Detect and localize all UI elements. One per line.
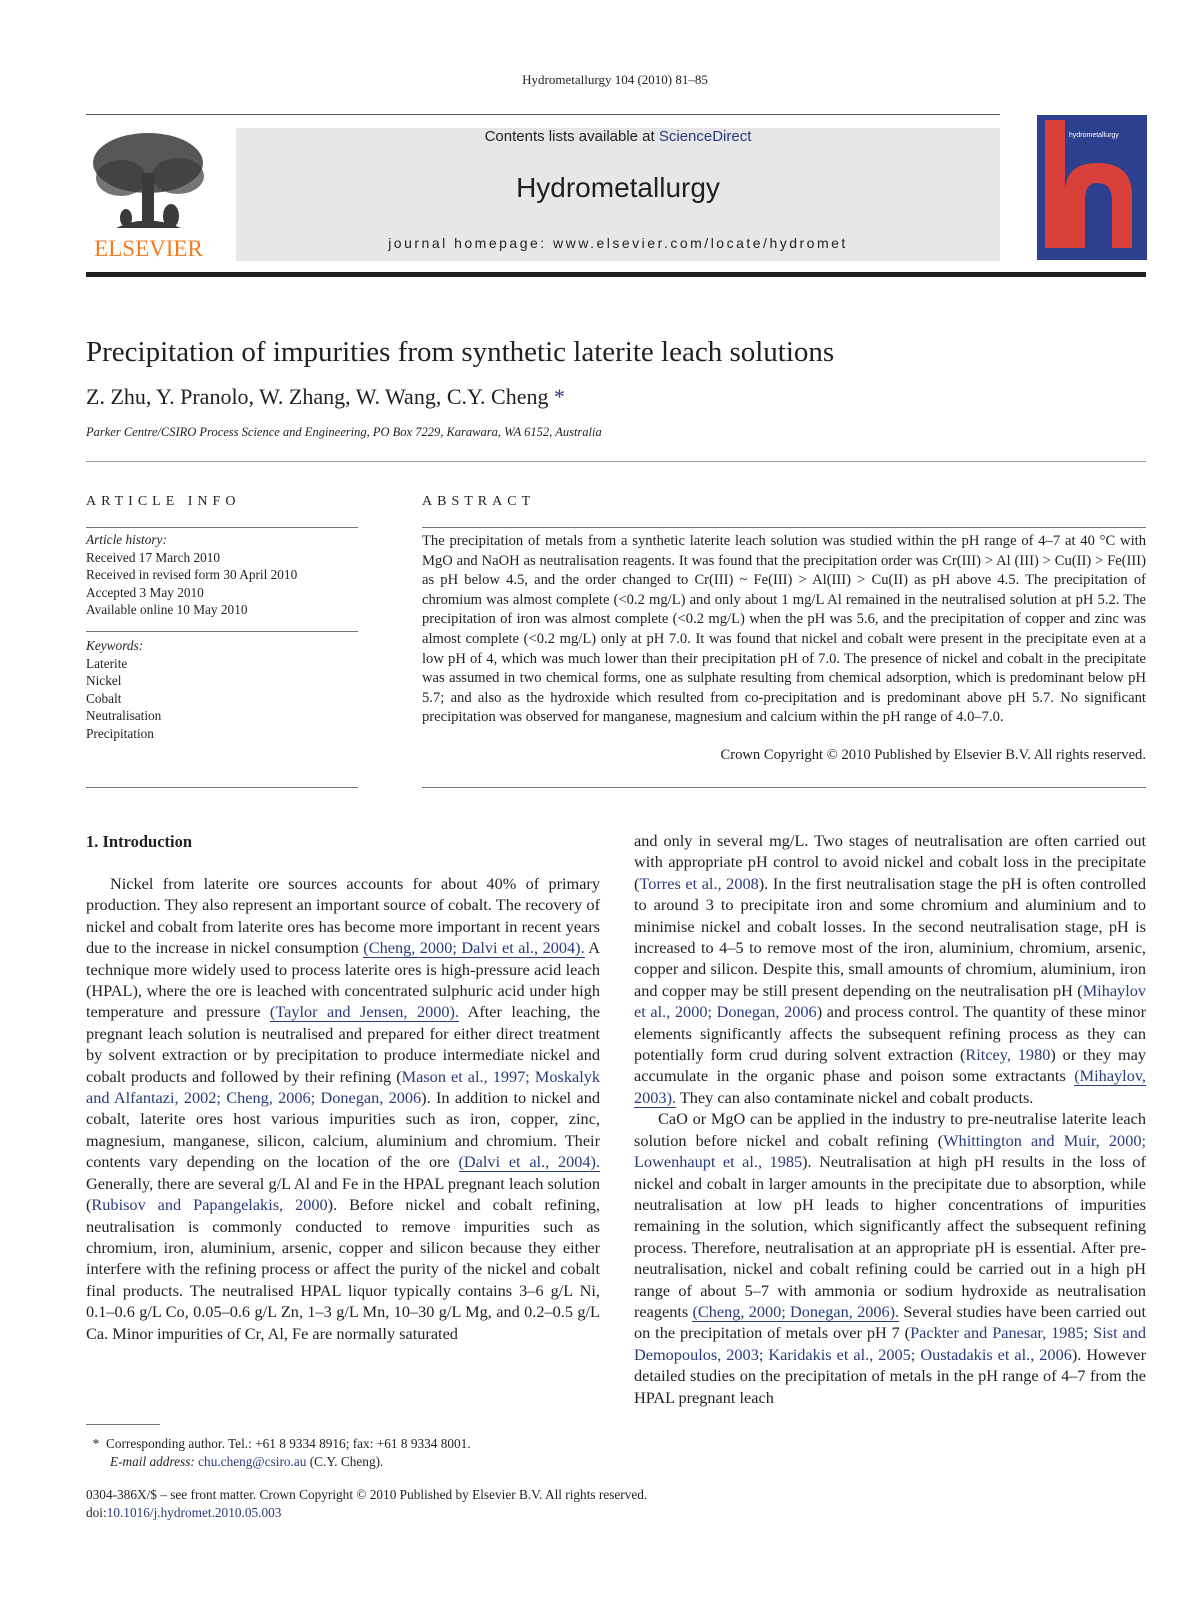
- journal-cover-image: [1037, 115, 1147, 260]
- body-text: CaO or MgO can be applied in the industry to pre-neutralise laterite leach solution before nickel and cobalt refining (: [634, 1109, 1146, 1150]
- history-revised: Received in revised form 30 April 2010: [86, 567, 298, 583]
- body-text: Nickel from laterite ore sources accounts for about 40% of primary production. They also represent an important source of cobalt. The recovery of nickel and cobalt from laterite ores has become more important in recent years due to the increase in nickel consumption: [86, 874, 600, 958]
- paragraph: [634, 830, 1146, 1108]
- history-accepted: Accepted 3 May 2010: [86, 584, 204, 600]
- keywords: [86, 637, 161, 743]
- authors-text: Z. Zhu, Y. Pranolo, W. Zhang, W. Wang, C.Y. Cheng: [86, 384, 549, 409]
- history-received: Received 17 March 2010: [86, 549, 221, 565]
- abstract-copyright: Crown Copyright © 2010 Published by Elsevier B.V. All rights reserved.: [720, 747, 1146, 763]
- sciencedirect-link[interactable]: ScienceDirect: [658, 128, 752, 145]
- keyword: Neutralisation: [86, 708, 162, 724]
- divider: [86, 631, 358, 632]
- citation-link[interactable]: Whittington and Muir, 2000; Lowenhaupt et al., 1985: [634, 1130, 1146, 1172]
- article-history: [86, 531, 297, 619]
- body-text: and only in several mg/L. Two stages of neutralisation are often carried out with appropriate pH control to avoid nickel and cobalt loss in the precipitate (: [634, 831, 1146, 893]
- body-text: They can also contaminate nickel and cobalt products.: [676, 1087, 1034, 1107]
- footnote-rule: [86, 1424, 160, 1425]
- divider: [422, 787, 1146, 788]
- keyword: Laterite: [86, 655, 128, 671]
- doi-link[interactable]: 10.1016/j.hydromet.2010.05.003: [106, 1505, 282, 1520]
- footnote-mark: *: [92, 1436, 100, 1451]
- journal-homepage[interactable]: journal homepage: www.elsevier.com/locate/hydromet: [388, 235, 848, 251]
- citation-link[interactable]: Torres et al., 2008: [639, 873, 759, 893]
- abstract-text: The precipitation of metals from a synthetic laterite leach solution was studied within the pH range of 4–7 at 40 °C with MgO and NaOH as neutralisation reagents. It was found that the precipitation order was Cr(III) > Al (III) > Cu(II) > Fe(III) as pH below 4.5, and the order changed to Cr(III) ~ Fe(III) > Al(III) > Cu(II) as pH above 4.5. The precipitation of chromium was almost complete (<0.2 mg/L) and only about 1 mg/L Al remained in the neutralised solution at pH 5.2. The precipitation of iron was almost complete (<0.2 mg/L) when the pH was 5.6, and the precipitation of copper and zinc was almost complete (<0.2 mg/L) only at pH 7.0. It was found that nickel and cobalt were present in the precipitate even at a low pH of 4, which was much lower than their precipitation pH of 7.0. The presence of nickel and cobalt in the precipitate was assumed in two chemical forms, one as sulphate resulting from chemical adsorption, which is predominant below pH 5.7; and also as the hydroxide which resulted from co-precipitation and is predominant above pH 5.7. No significant precipitation was observed for manganese, magnesium and calcium within the pH range of 4.0–7.0.: [422, 533, 1146, 726]
- doi-label: doi:: [86, 1505, 107, 1520]
- body-text: ) and process control. The quantity of these minor elements significantly affects the subsequent refining process as they can potentially form crud during solvent extraction (: [634, 1002, 1146, 1065]
- body-text: ) or they may accumulate in the organic phase and poison some extractants: [634, 1045, 1146, 1086]
- keyword: Cobalt: [86, 690, 122, 706]
- citation-link[interactable]: Mason et al., 1997; Moskalyk and Alfantazi, 2002; Cheng, 2006; Donegan, 2006: [86, 1066, 600, 1108]
- history-label: Article history:: [86, 532, 167, 547]
- divider: [86, 527, 358, 528]
- divider: [422, 527, 1146, 528]
- paragraph: [634, 1108, 1146, 1408]
- citation-link[interactable]: (Dalvi et al., 2004).: [458, 1152, 600, 1172]
- top-rule: [86, 114, 1000, 115]
- body-text: ). Neutralisation at high pH results in the loss of nickel and cobalt in larger amounts in the precipitate due to absorption, while neutralisation at low pH leads to higher concentrations of impurities remaining in the solution, which significantly affect the subsequent refining process. Therefore, neutralisation at an appropriate pH is essential. After pre-neutralisation, nickel and cobalt refining could be carried out in a high pH range of about 5–7 with ammonia or sodium hydroxide as neutralisation reagents: [634, 1152, 1146, 1321]
- citation-link[interactable]: (Cheng, 2000; Dalvi et al., 2004).: [363, 938, 585, 958]
- contents-prefix: Contents lists available at: [484, 128, 659, 145]
- body-text: ). However detailed studies on the precipitation of metals in the pH range of 4–7 from the HPAL pregnant leach: [634, 1344, 1147, 1407]
- footnote-text: Corresponding author. Tel.: +61 8 9334 8916; fax: +61 8 9334 8001.: [105, 1436, 471, 1451]
- body-column-right: [634, 830, 1146, 1408]
- abstract-heading: ABSTRACT: [422, 494, 536, 509]
- body-text: After leaching, the pregnant leach solution is neutralised and prepared for either direct treatment by solvent extraction or by precipitation to produce intermediate nickel and cobalt products and followed by their refining (: [86, 1002, 600, 1086]
- citation-link[interactable]: (Cheng, 2000; Donegan, 2006).: [692, 1301, 900, 1321]
- keywords-label: Keywords:: [86, 638, 144, 653]
- footnote: [86, 1435, 471, 1471]
- body-text: ). Before nickel and cobalt refining, neutralisation is commonly conducted to remove impurities such as chromium, iron, aluminium, arsenic, copper and silicon because they either interfere with the refining process or affect the purity of the nickel and cobalt final products. The neutralised HPAL liquor typically contains 3–6 g/L Ni, 0.1–0.6 g/L Co, 0.05–0.6 g/L Zn, 1–3 g/L Mn, 10–30 g/L Mg, and 0.2–0.5 g/L Ca. Minor impurities of Cr, Al, Fe are normally saturated: [86, 1195, 600, 1343]
- email-link[interactable]: chu.cheng@csiro.au: [198, 1454, 307, 1469]
- email-suffix: (C.Y. Cheng).: [306, 1454, 384, 1469]
- article-title: Precipitation of impurities from synthetic laterite leach solutions: [86, 336, 835, 368]
- body-column-left: [86, 873, 600, 1344]
- divider: [86, 787, 358, 788]
- elsevier-wordmark: ELSEVIER: [94, 236, 203, 261]
- body-text: Several studies have been carried out on the precipitation of metals over pH 7 (: [634, 1301, 1146, 1343]
- citation-link[interactable]: Mihaylov et al., 2000; Donegan, 2006: [634, 980, 1146, 1022]
- body-text: A technique more widely used to process laterite ores is high-pressure acid leach (HPAL), where the ore is leached with concentrated sulphuric acid under high temperature and pressure: [86, 938, 600, 1022]
- running-head: Hydrometallurgy 104 (2010) 81–85: [522, 72, 708, 87]
- body-text: ). In addition to nickel and cobalt, laterite ores host various impurities such as iron, copper, zinc, magnesium, manganese, silicon, calcium, aluminium and chromium. Their contents vary depending on the location of the ore: [86, 1088, 601, 1172]
- citation-link[interactable]: Rubisov and Papangelakis, 2000: [91, 1195, 328, 1215]
- citation-link[interactable]: Ritcey, 1980: [965, 1045, 1051, 1065]
- section-heading: 1. Introduction: [86, 832, 193, 851]
- history-online: Available online 10 May 2010: [86, 602, 248, 618]
- bottom-info: [86, 1486, 647, 1522]
- email-label: E-mail address:: [110, 1454, 195, 1469]
- affiliation: Parker Centre/CSIRO Process Science and Engineering, PO Box 7229, Karawara, WA 6152, Australia: [86, 425, 602, 439]
- journal-name: Hydrometallurgy: [516, 172, 720, 203]
- paragraph: [86, 873, 600, 1344]
- contents-line: [236, 128, 1000, 145]
- keyword: Nickel: [86, 673, 122, 689]
- article-info-heading: ARTICLE INFO: [86, 494, 241, 509]
- cover-label: hydrometallurgy: [1069, 132, 1119, 139]
- issn-line: 0304-386X/$ – see front matter. Crown Copyright © 2010 Published by Elsevier B.V. All rights reserved.: [86, 1487, 648, 1502]
- citation-link[interactable]: Packter and Panesar, 1985; Sist and Demopoulos, 2003; Karidakis et al., 2005; Oustadakis et al., 2006: [634, 1323, 1146, 1364]
- corresponding-author-mark[interactable]: *: [553, 384, 565, 409]
- body-text: Generally, there are several g/L Al and Fe in the HPAL pregnant leach solution (: [86, 1173, 600, 1215]
- divider: [86, 461, 1146, 462]
- body-text: ). In the first neutralisation stage the pH is often controlled to around 3 to precipitate iron and some chromium and aluminium and to minimise nickel and cobalt losses. In the second neutralisation stage, pH is increased to 4–5 to remove most of the iron, aluminium, chromium, arsenic, copper and silicon. Despite this, small amounts of chromium, aluminium, iron and copper may be still present depending on the neutralisation pH (: [634, 873, 1146, 1000]
- citation-link[interactable]: (Mihaylov, 2003).: [634, 1066, 1146, 1107]
- header-thick-rule: [86, 272, 1146, 277]
- citation-link[interactable]: (Taylor and Jensen, 2000).: [269, 1002, 460, 1022]
- author-list: [86, 384, 565, 410]
- keyword: Precipitation: [86, 725, 154, 741]
